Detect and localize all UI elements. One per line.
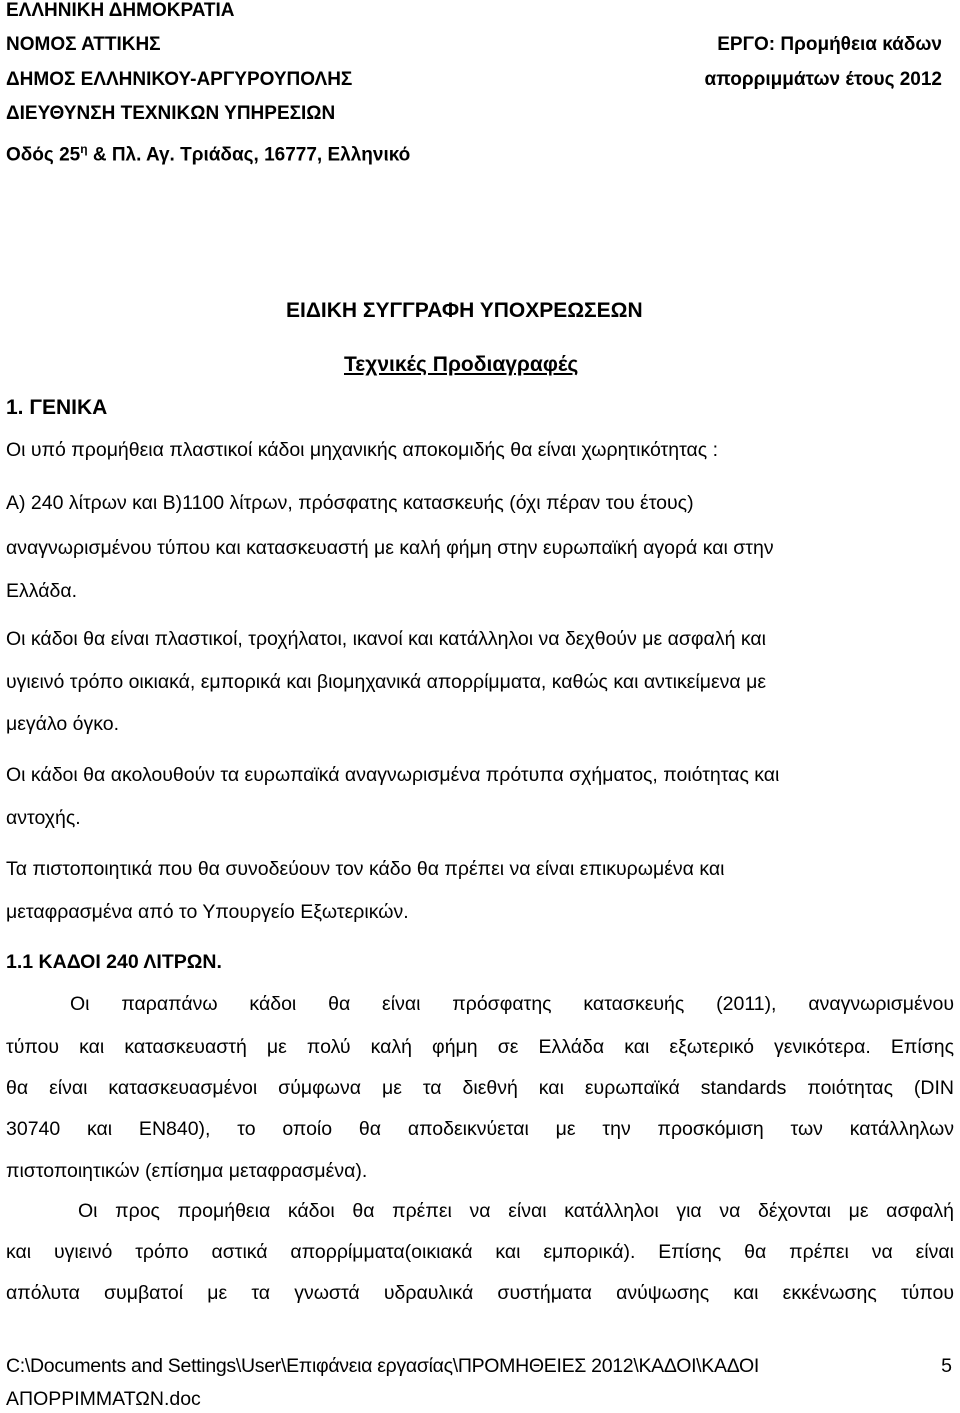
header-line-1: ΕΛΛΗΝΙΚΗ ΔΗΜΟΚΡΑΤΙΑ xyxy=(6,0,235,21)
address-pre: Οδός 25 xyxy=(6,144,81,166)
address-superscript: η xyxy=(80,142,88,156)
page-number: 5 xyxy=(941,1355,952,1377)
text-line: αναγνωρισμένου τύπου και κατασκευαστή με καλή φήμη στην ευρωπαϊκή αγορά και στην xyxy=(6,537,774,559)
text-line: αντοχής. xyxy=(6,807,81,829)
document-title: ΕΙΔΙΚΗ ΣΥΓΓΡΑΦΗ ΥΠΟΧΡΕΩΣΕΩΝ xyxy=(286,299,643,322)
project-line-1: ΕΡΓΟ: Προμήθεια κάδων xyxy=(717,34,942,55)
paragraph-line: Οι παραπάνω κάδοι θα είναι πρόσφατης κατασκευής (2011), αναγνωρισμένου xyxy=(70,993,954,1015)
header-line-3: ΔΗΜΟΣ ΕΛΛΗΝΙΚΟΥ-ΑΡΓΥΡΟΥΠΟΛΗΣ xyxy=(6,69,353,90)
text-line: Οι κάδοι θα είναι πλαστικοί, τροχήλατοι, ικανοί και κατάλληλοι να δεχθούν με ασφαλή και xyxy=(6,628,766,650)
project-line-2: απορριμμάτων έτους 2012 xyxy=(704,69,942,90)
paragraph-line: πιστοποιητικών (επίσημα μεταφρασμένα). xyxy=(6,1160,368,1182)
footer-file-path: C:\Documents and Settings\User\Επιφάνεια εργασίας\ΠΡΟΜΗΘΕΙΕΣ 2012\ΚΑΔΟΙ\ΚΑΔΟΙ xyxy=(6,1355,760,1377)
document-subtitle: Τεχνικές Προδιαγραφές xyxy=(344,353,579,376)
text-line: μεγάλο όγκο. xyxy=(6,713,120,735)
paragraph-line: θα είναι κατασκευασμένοι σύμφωνα με τα διεθνή και ευρωπαϊκά standards ποιότητας (DIN xyxy=(6,1077,954,1099)
text-line: Οι υπό προμήθεια πλαστικοί κάδοι μηχανικής αποκομιδής θα είναι χωρητικότητας : xyxy=(6,439,719,461)
text-line: Οι κάδοι θα ακολουθούν τα ευρωπαϊκά αναγνωρισμένα πρότυπα σχήματος, ποιότητας και xyxy=(6,764,780,786)
section-heading-general: 1. ΓΕΝΙΚΑ xyxy=(6,396,108,419)
header-address xyxy=(6,138,410,166)
footer-file-name: ΑΠΟΡΡΙΜΜΑΤΩΝ.doc xyxy=(6,1388,201,1410)
paragraph-line: 30740 και EN840), το οποίο θα αποδεικνύεται με την προσκόμιση των κατάλληλων xyxy=(6,1118,954,1140)
paragraph-line: απόλυτα συμβατοί με τα γνωστά υδραυλικά συστήματα ανύψωσης και εκκένωσης τύπου xyxy=(6,1282,954,1304)
text-line: Ελλάδα. xyxy=(6,580,78,602)
text-line: Τα πιστοποιητικά που θα συνοδεύουν τον κάδο θα πρέπει να είναι επικυρωμένα και xyxy=(6,858,725,880)
header-line-4: ΔΙΕΥΘΥΝΣΗ ΤΕΧΝΙΚΩΝ ΥΠΗΡΕΣΙΩΝ xyxy=(6,103,336,124)
text-line: υγιεινό τρόπο οικιακά, εμπορικά και βιομηχανικά απορρίμματα, καθώς και αντικείμενα με xyxy=(6,671,767,693)
header-line-2: ΝΟΜΟΣ ΑΤΤΙΚΗΣ xyxy=(6,34,161,55)
paragraph-line: και υγιεινό τρόπο αστικά απορρίμματα(οικιακά και εμπορικά). Επίσης θα πρέπει να είναι xyxy=(6,1241,954,1263)
paragraph-line: τύπου και κατασκευαστή με πολύ καλή φήμη σε Ελλάδα και εξωτερικό γενικότερα. Επίσης xyxy=(6,1036,954,1058)
text-line: Α) 240 λίτρων και Β)1100 λίτρων, πρόσφατης κατασκευής (όχι πέραν του έτους) xyxy=(6,492,694,514)
text-line: μεταφρασμένα από το Υπουργείο Εξωτερικών. xyxy=(6,901,409,923)
address-post: & Πλ. Αγ. Τριάδας, 16777, Ελληνικό xyxy=(87,144,411,166)
paragraph-line: Οι προς προμήθεια κάδοι θα πρέπει να είναι κατάλληλοι για να δέχονται με ασφαλή xyxy=(78,1200,954,1222)
section-heading-240: 1.1 ΚΑΔΟΙ 240 ΛΙΤΡΩΝ. xyxy=(6,951,222,973)
